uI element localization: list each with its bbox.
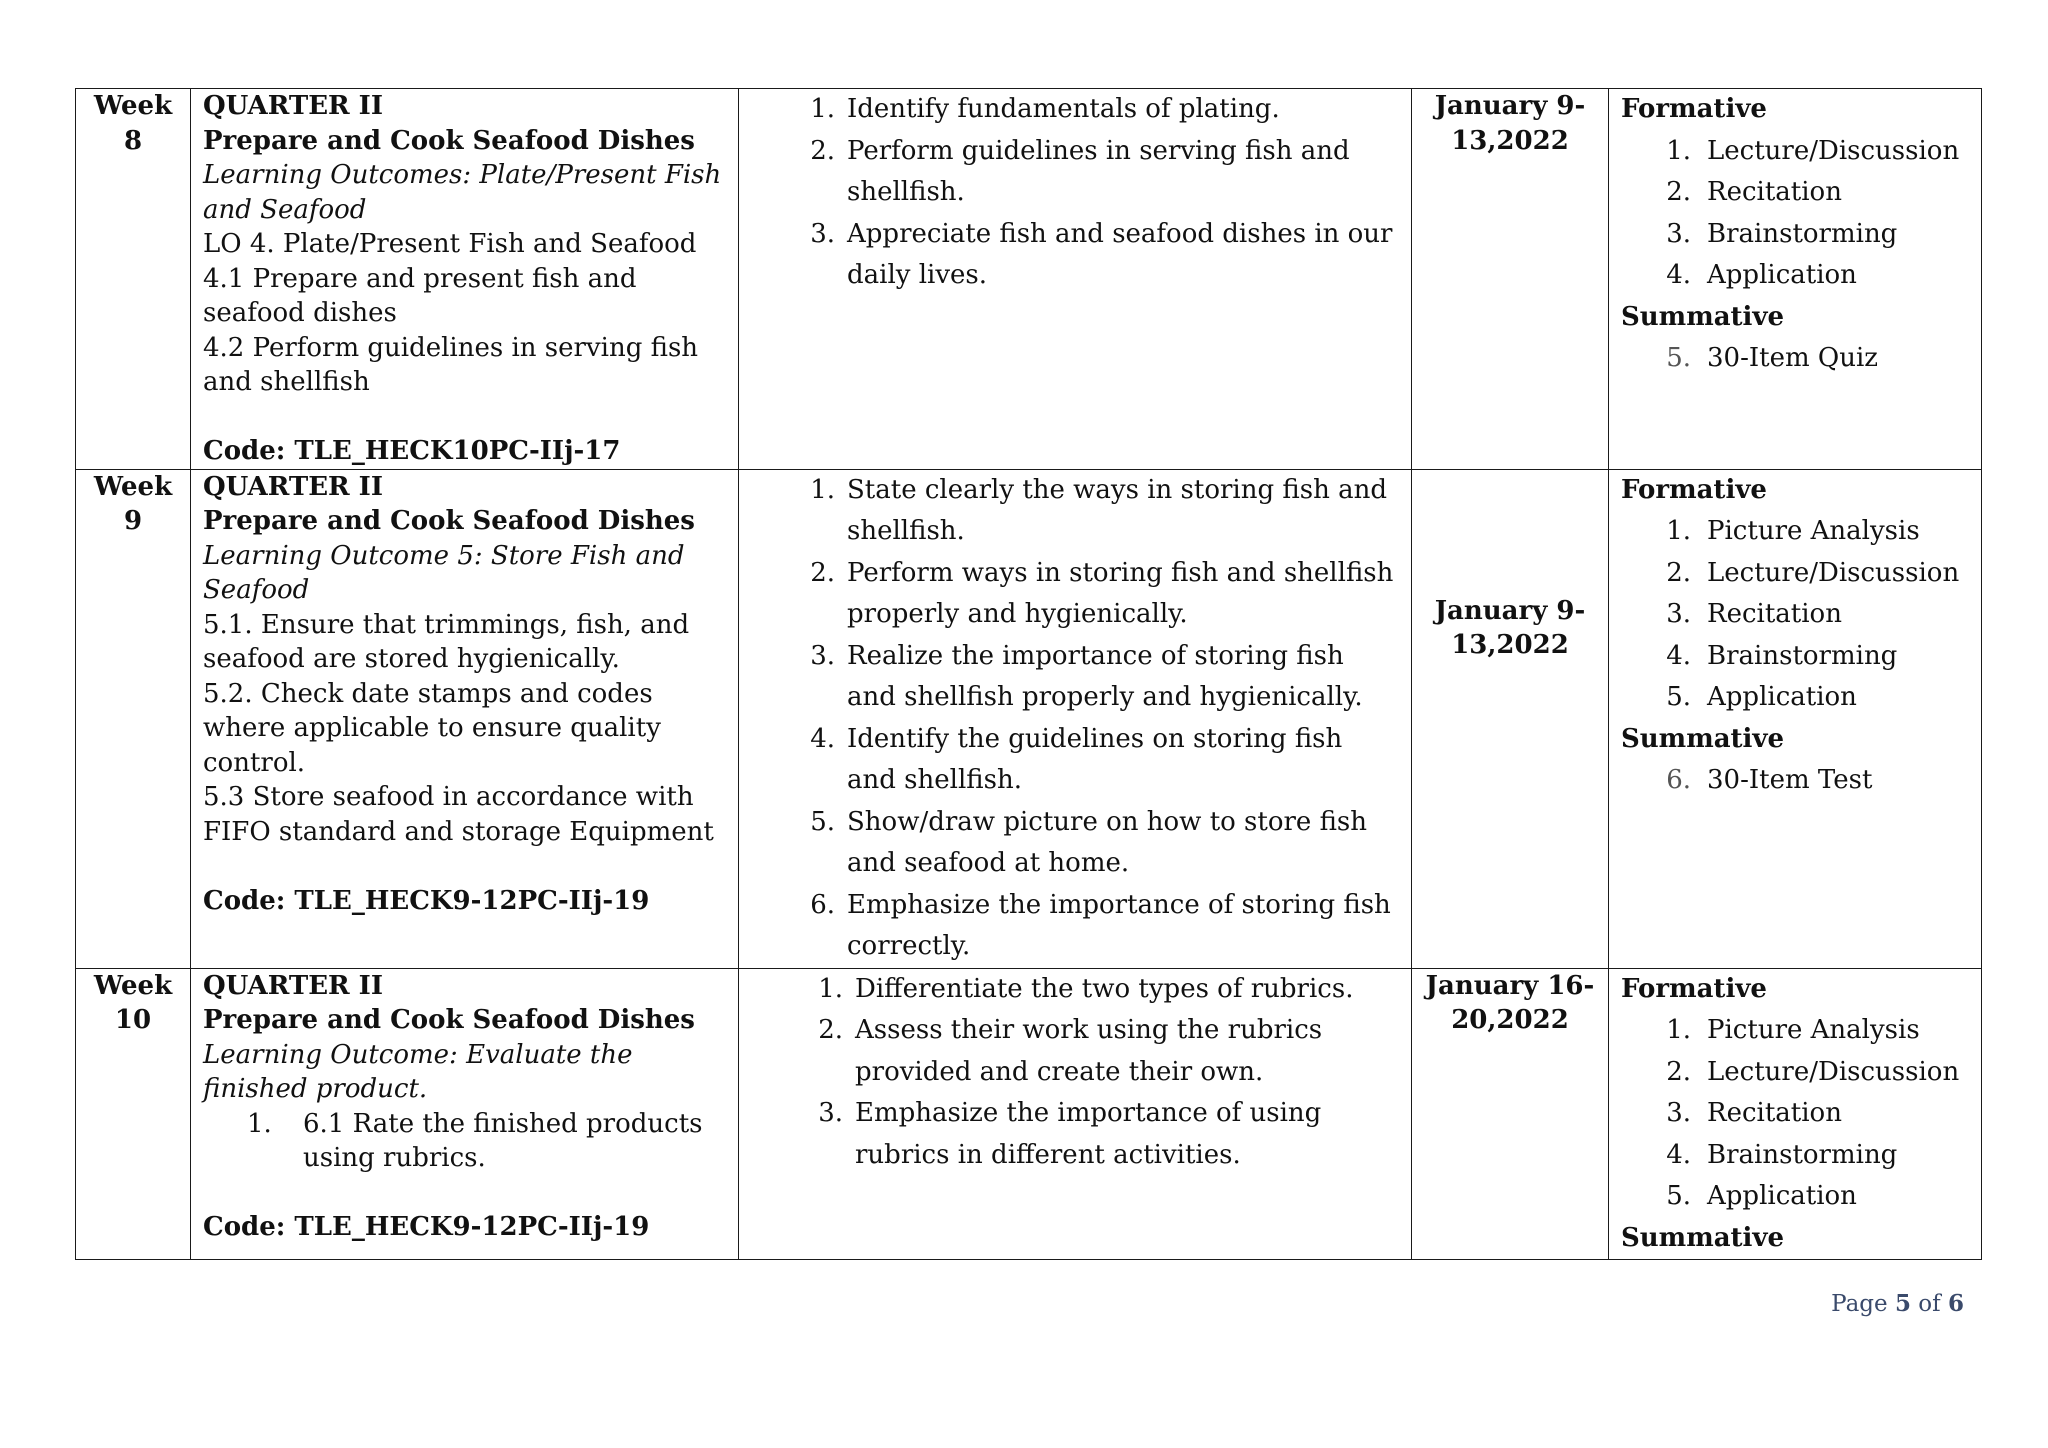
- competency-code: Code: TLE_HECK9-12PC-IIj-19: [203, 885, 650, 916]
- table-row: [76, 469, 1982, 968]
- assessment-item: 2. Lecture/Discussion: [1666, 1056, 1960, 1087]
- page-number: [1831, 1290, 1964, 1317]
- assessment-cell: [1609, 469, 1982, 968]
- week-number: 9: [123, 506, 143, 536]
- assessment-item: 4. Application: [1666, 260, 1857, 290]
- week-cell: [76, 968, 191, 1260]
- assessment-item: 4. Brainstorming: [1666, 1139, 1898, 1170]
- week-label: Week: [93, 471, 173, 502]
- quarter-label: QUARTER II: [203, 970, 383, 1001]
- outcome-line: 5.2. Check date stamps and codes where applicable to ensure quality control.: [203, 678, 661, 778]
- formative-heading: Formative: [1621, 474, 1767, 505]
- outcome-text: Learning Outcome: Evaluate the finished product.: [203, 1039, 633, 1104]
- objectives-cell: [739, 469, 1412, 968]
- objective-item: 2. Assess their work using the rubrics provided and create their own.: [818, 1015, 1323, 1087]
- objective-item: 3. Realize the importance of storing fish and shellfish properly and hygienically.: [810, 640, 1363, 712]
- formative-heading: Formative: [1621, 94, 1767, 124]
- assessment-item: 1. Picture Analysis: [1666, 516, 1920, 546]
- assessment-item: 5. 30-Item Quiz: [1666, 343, 1878, 373]
- objective-item: 1. Differentiate the two types of rubrics.: [818, 973, 1354, 1004]
- assessment-item: 3. Recitation: [1666, 599, 1842, 629]
- lesson-plan-table: [75, 88, 1982, 1260]
- assessment-cell: [1609, 89, 1982, 470]
- summative-heading: Summative: [1621, 723, 1785, 754]
- page-current: 5: [1894, 1290, 1911, 1317]
- date-line: 20,2022: [1451, 1005, 1569, 1035]
- table-row: [76, 968, 1982, 1260]
- objective-item: 2. Perform guidelines in serving fish and shellfish.: [810, 135, 1350, 207]
- topic-title: Prepare and Cook Seafood Dishes: [203, 125, 695, 156]
- objectives-cell: [739, 968, 1412, 1260]
- learning-outcome-cell: [191, 89, 739, 470]
- date-line: 13,2022: [1451, 630, 1569, 660]
- page-prefix: Page: [1831, 1291, 1888, 1317]
- objective-item: 2. Perform ways in storing fish and shellfish properly and hygienically.: [810, 557, 1394, 629]
- learning-outcome-cell: [191, 968, 739, 1260]
- week-label: Week: [93, 970, 173, 1001]
- outcome-line: LO 4. Plate/Present Fish and Seafood: [203, 229, 697, 259]
- week-cell: [76, 469, 191, 968]
- outcome-line: 5.1. Ensure that trimmings, fish, and seafood are stored hygienically.: [203, 609, 690, 674]
- objective-item: 1. Identify fundamentals of plating.: [810, 94, 1280, 124]
- outcome-line: 4.1 Prepare and present fish and seafood dishes: [203, 263, 637, 328]
- assessment-item: 3. Recitation: [1666, 1098, 1842, 1128]
- objective-item: 1. State clearly the ways in storing fish and shellfish.: [810, 474, 1387, 546]
- page-of: of: [1918, 1291, 1941, 1317]
- week-cell: [76, 89, 191, 470]
- competency-code: Code: TLE_HECK9-12PC-IIj-19: [203, 1212, 650, 1242]
- learning-outcome-cell: [191, 469, 739, 968]
- formative-heading: Formative: [1621, 973, 1767, 1004]
- summative-heading: Summative: [1621, 1222, 1785, 1253]
- date-cell: [1412, 968, 1609, 1260]
- date-line: January 9-: [1434, 91, 1586, 121]
- assessment-item: 4. Brainstorming: [1666, 640, 1898, 671]
- assessment-item: 1. Lecture/Discussion: [1666, 135, 1960, 166]
- date-line: January 9-: [1434, 595, 1586, 626]
- page-total: 6: [1947, 1290, 1964, 1317]
- topic-title: Prepare and Cook Seafood Dishes: [203, 506, 695, 536]
- week-label: Week: [93, 91, 173, 121]
- outcome-line: 4.2 Perform guidelines in serving fish and shellfish: [203, 332, 699, 397]
- outcome-line: 5.3 Store seafood in accordance with FIFO standard and storage Equipment: [203, 782, 714, 847]
- objective-item: 6. Emphasize the importance of storing fish correctly.: [810, 889, 1391, 961]
- assessment-item: 1. Picture Analysis: [1666, 1015, 1920, 1045]
- topic-title: Prepare and Cook Seafood Dishes: [203, 1005, 695, 1035]
- outcome-text: Learning Outcome 5: Store Fish and Seafood: [203, 540, 685, 605]
- outcome-text: Learning Outcomes: Plate/Present Fish and Seafood: [203, 160, 722, 225]
- quarter-label: QUARTER II: [203, 471, 383, 502]
- date-line: January 16-: [1425, 970, 1595, 1001]
- assessment-item: 5. Application: [1666, 682, 1857, 712]
- objective-item: 5. Show/draw picture on how to store fish and seafood at home.: [810, 806, 1368, 878]
- week-number: 10: [114, 1005, 152, 1035]
- objectives-cell: [739, 89, 1412, 470]
- assessment-item: 5. Application: [1666, 1181, 1857, 1211]
- assessment-item: 2. Recitation: [1666, 177, 1842, 207]
- numbered-outcome-line: 1. 6.1 Rate the finished products using rubrics.: [247, 1108, 703, 1173]
- assessment-cell: [1609, 968, 1982, 1260]
- competency-code: Code: TLE_HECK10PC-IIj-17: [203, 436, 621, 466]
- assessment-item: 2. Lecture/Discussion: [1666, 557, 1960, 588]
- objective-item: 3. Appreciate fish and seafood dishes in our daily lives.: [810, 218, 1393, 290]
- assessment-item: 6. 30-Item Test: [1666, 765, 1873, 795]
- date-cell: [1412, 469, 1609, 968]
- table-row: [76, 89, 1982, 470]
- objective-item: 4. Identify the guidelines on storing fish and shellfish.: [810, 723, 1343, 795]
- date-cell: [1412, 89, 1609, 470]
- objective-item: 3. Emphasize the importance of using rubrics in different activities.: [818, 1098, 1322, 1170]
- summative-heading: Summative: [1621, 301, 1785, 332]
- assessment-item: 3. Brainstorming: [1666, 218, 1898, 249]
- week-number: 8: [123, 125, 143, 156]
- quarter-label: QUARTER II: [203, 91, 383, 121]
- date-line: 13,2022: [1451, 125, 1569, 156]
